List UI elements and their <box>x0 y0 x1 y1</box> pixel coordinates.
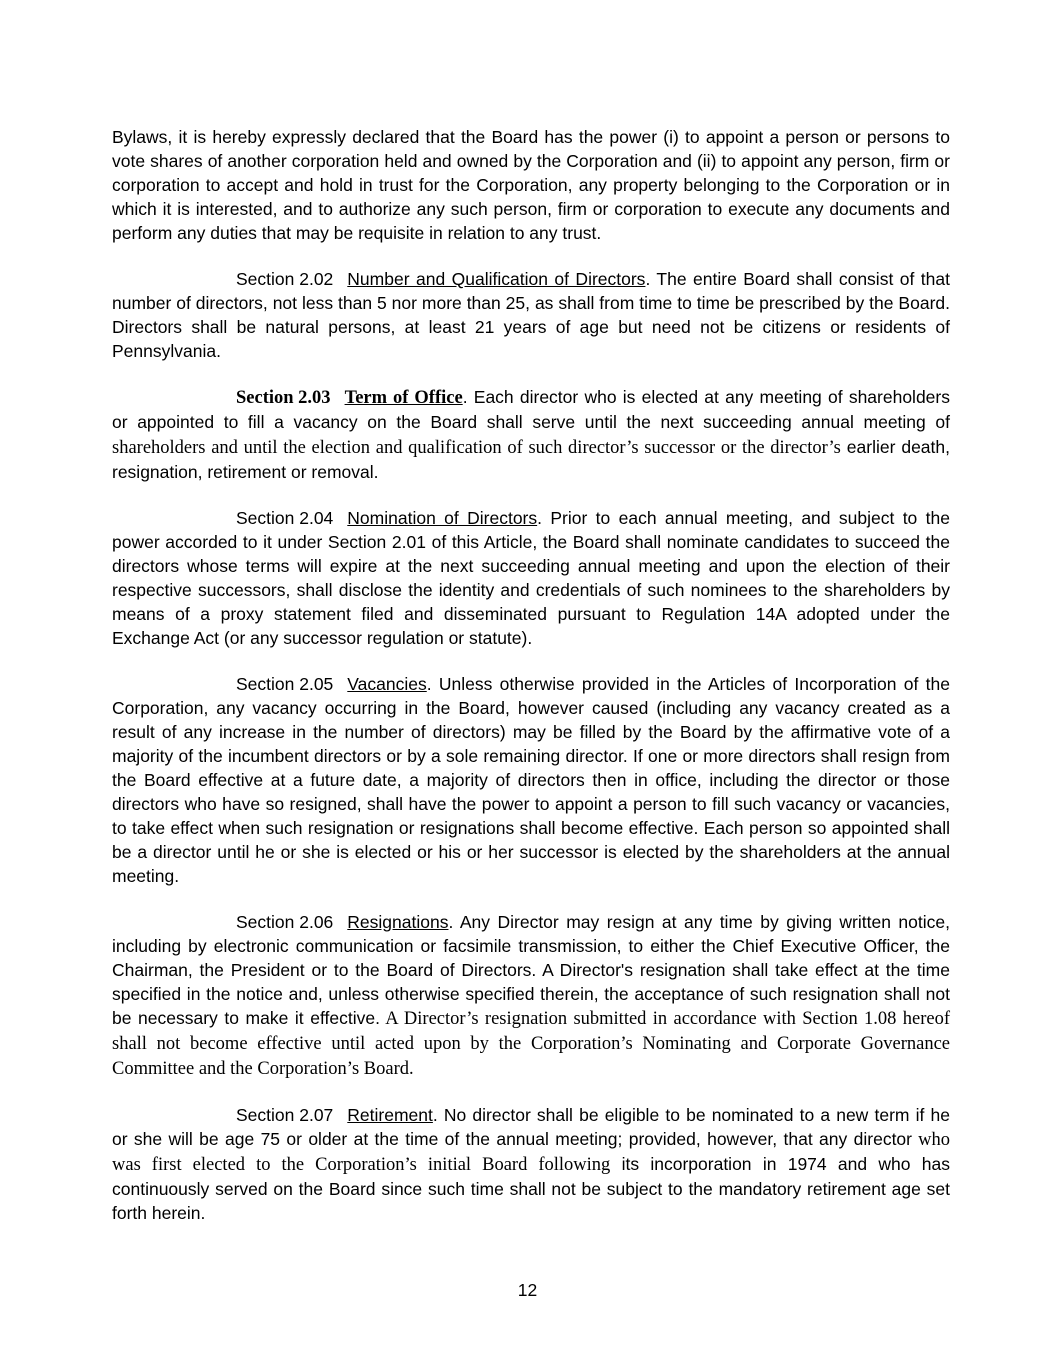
section-text: . Each director who is elected at any meeting of shareholders or appointed to fill a vacancy on the Board shall serve until the next succeeding annual meeting of <box>112 387 950 432</box>
section-number: Section 2.02 <box>236 269 334 289</box>
section-text: . No director shall be eligible to be nominated to a new term if he or she will be age 75 or older at the time of the annual meeting; provided, however, that any director <box>112 1105 950 1149</box>
section-number: Section 2.06 <box>236 912 334 932</box>
section-title: Number and Qualification of Directors <box>347 269 646 289</box>
document-page <box>112 125 950 1247</box>
intro-paragraph <box>112 125 950 245</box>
page-number: 12 <box>517 1280 538 1300</box>
section-text: . Any Director may resign at any time by giving written notice, including by electronic communication or facsimile transmission, to either the Chief Executive Officer, the Chairman, the President or to the Board of Directors. A Director's resignation shall take effect at the time specified in the notice and, unless otherwise specified therein, the acceptance of such resignation shall not be necessary to make it effective. <box>112 912 950 1028</box>
section-number: Section 2.03 <box>236 388 331 408</box>
section-title: Resignations <box>347 912 449 932</box>
section-2-03 <box>112 385 950 484</box>
section-text-serif: A Director’s resignation submitted in accordance with Section 1.08 hereof shall not become effective until acted upon by the Corporation’s Nominating and Corporate Governance Committee and the Corporation’s Board. <box>112 1009 950 1079</box>
section-text: . Unless otherwise provided in the Articles of Incorporation of the Corporation, any vacancy occurring in the Board, however caused (including any vacancy created as a result of any increase in the number of directors) may be filled by the Board by the affirmative vote of a majority of the incumbent directors or by a sole remaining director. If one or more directors shall resign from the Board effective at a future date, a majority of directors then in office, including the director or those directors who have so resigned, shall have the power to appoint a person to fill such vacancy or vacancies, to take effect when such resignation or resignations shall become effective. Each person so appointed shall be a director until he or she is elected or his or her successor is elected by the shareholders at the annual meeting. <box>112 674 950 886</box>
section-2-06 <box>112 910 950 1081</box>
section-title: Term of Office <box>344 388 463 408</box>
section-text-tail: its incorporation in 1974 and who has continuously served on the Board since such time shall not be subject to the mandatory retirement age set forth herein. <box>112 1154 950 1223</box>
section-2-02 <box>112 267 950 363</box>
section-text-serif: shareholders and until the election and qualification of such director’s successor or the director’s <box>112 438 841 458</box>
section-number: Section 2.07 <box>236 1105 334 1125</box>
section-2-04 <box>112 506 950 650</box>
section-number: Section 2.04 <box>236 508 334 528</box>
section-text: . The entire Board shall consist of that number of directors, not less than 5 nor more than 25, as shall from time to time be prescribed by the Board. Directors shall be natural persons, at least 21 years of age but need not be citizens or residents of Pennsylvania. <box>112 269 950 361</box>
section-2-05 <box>112 672 950 888</box>
section-2-07 <box>112 1103 950 1225</box>
section-title: Retirement <box>347 1105 433 1125</box>
intro-text: Bylaws, it is hereby expressly declared that the Board has the power (i) to appoint a person or persons to vote shares of another corporation held and owned by the Corporation and (ii) to appoint any person, firm or corporation to accept and hold in trust for the Corporation, any property belonging to the Corporation or in which it is interested, and to authorize any such person, firm or corporation to execute any documents and perform any duties that may be requisite in relation to any trust. <box>112 127 950 243</box>
section-text: . Prior to each annual meeting, and subject to the power accorded to it under Section 2.01 of this Article, the Board shall nominate candidates to succeed the directors whose terms will expire at the next succeeding annual meeting and upon the election of their respective successors, shall disclose the identity and credentials of such nominees to the shareholders by means of a proxy statement filed and disseminated pursuant to Regulation 14A adopted under the Exchange Act (or any successor regulation or statute). <box>112 508 950 648</box>
section-text-serif: who was first elected to the Corporation’s initial Board following <box>112 1130 950 1175</box>
section-text-tail: earlier death, resignation, retirement or removal. <box>112 437 950 482</box>
section-title: Nomination of Directors <box>347 508 538 528</box>
section-title: Vacancies <box>347 674 427 694</box>
section-number: Section 2.05 <box>236 674 334 694</box>
